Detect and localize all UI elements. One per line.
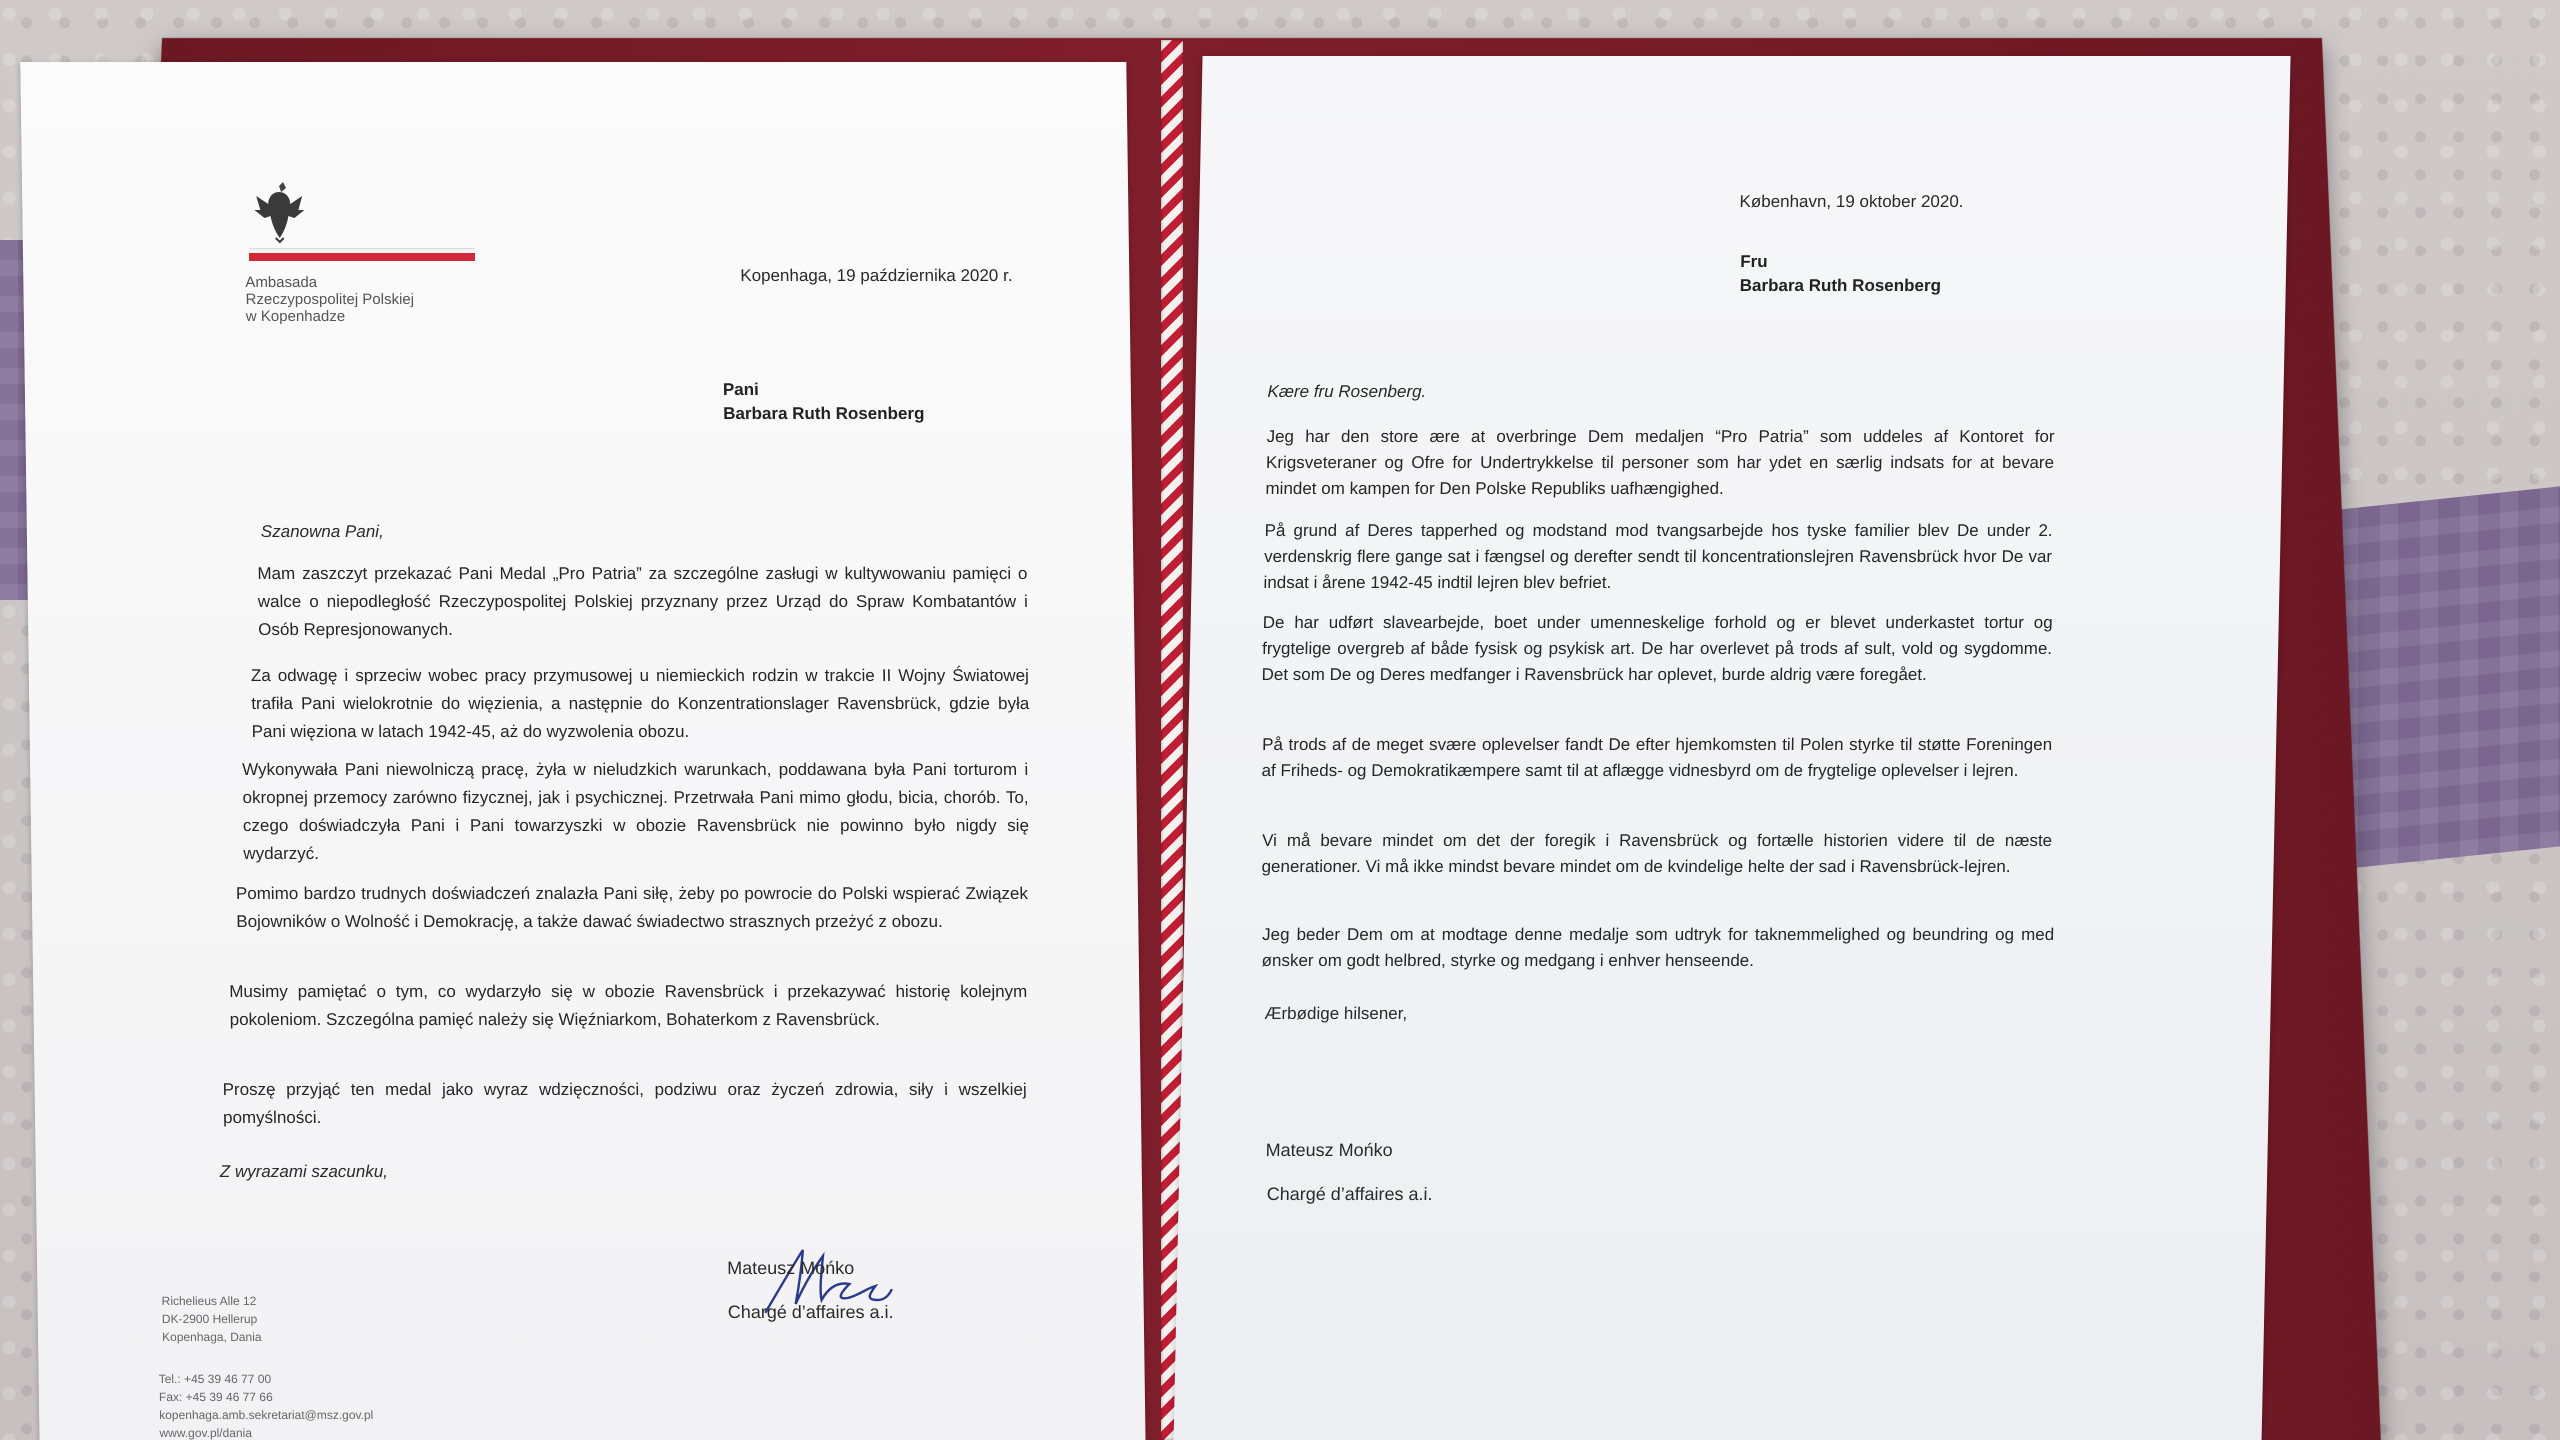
letter-date: København, 19 oktober 2020. [1739, 192, 1964, 211]
addressee-block [1739, 250, 1941, 298]
danish-letter-page [1173, 56, 2290, 1440]
addressee-block [723, 378, 925, 426]
salutation: Szanowna Pani, [260, 522, 384, 541]
embassy-contact: Tel.: +45 39 46 77 00 Fax: +45 39 46 77 66 kopenhaga.amb.sekretariat@msz.gov.pl www.gov.pl/dania [158, 1372, 374, 1440]
letter-paragraph: Mam zaszczyt przekazać Pani Medal „Pro Patria” za szczególne zasługi w kultywowaniu pamięci o walce o niepodległość Rzeczypospolitej Polskiej przyznany przez Urząd do Spraw Kombatantów i Osób Represjonowanych. [257, 564, 1028, 639]
addressee-title: Pani [722, 380, 759, 399]
letter-date: Kopenhaga, 19 października 2020 r. [740, 266, 1013, 285]
letter-paragraph: Vi må bevare mindet om det der foregik i Ravensbrück og fortælle historien videre til de næste generationer. Vi må ikke mindst bevare mindet om de kvindelige helte der sad i Ravensbrück-lejren. [1261, 831, 2053, 876]
closing-phrase: Ærbødige hilsener, [1264, 1004, 1408, 1023]
addressee-name: Barbara Ruth Rosenberg [1739, 276, 1942, 295]
embassy-address: Richelieus Alle 12 DK-2900 Hellerup Kopenhaga, Dania [161, 1294, 262, 1344]
letter-paragraph: Wykonywała Pani niewolniczą pracę, żyła w nieludzkich warunkach, poddawana była Pani torturom i okropnej przemocy zarówno fizycznej, jak i psychicznej. Przetrwała Pani mimo głodu, bicia, chorób. To, czego doświadczyła Pani i Pani towarzyszki w obozie Ravensbrück nie powinno było nigdy się wydarzyć. [242, 760, 1030, 863]
letter-paragraph: Proszę przyjąć ten medal jako wyraz wdzięczności, podziwu oraz życzeń zdrowia, siły i wszelkiej pomyślności. [222, 1080, 1027, 1127]
signer-name: Mateusz Mońko [726, 1258, 855, 1278]
signer-role: Chargé d’affaires a.i. [1266, 1184, 1433, 1204]
signer-role: Chargé d’affaires a.i. [727, 1302, 894, 1322]
salutation: Kære fru Rosenberg. [1267, 382, 1427, 401]
signer-name: Mateusz Mońko [1265, 1140, 1393, 1160]
polish-eagle-emblem-icon [250, 180, 309, 244]
letter-paragraph: De har udført slavearbejde, boet under umenneskelige forhold og er blevet underkastet tortur og frygtelige overgreb af både fysisk og psykisk art. De har overlevet på trods af sult, vold og sygdomme. Det som De og Deres medfanger i Ravensbrück har oplevet, burde aldrig være foregået. [1261, 613, 2053, 684]
letter-paragraph: Za odwagę i sprzeciw wobec pracy przymusowej u niemieckich rodzin w trakcie II Wojny Światowej trafiła Pani wielokrotnie do więzienia, a następnie do Konzentrationslager Ravensbrück, gdzie była Pani więziona w latach 1942-45, aż do wyzwolenia obozu. [250, 666, 1030, 741]
addressee-title: Fru [1740, 252, 1768, 271]
polish-flag-bar [249, 248, 475, 260]
closing-phrase: Z wyrazami szacunku, [219, 1162, 389, 1181]
letter-paragraph: Jeg har den store ære at overbringe Dem medaljen “Pro Patria” som uddeles af Kontoret for Krigsveteraner og Ofre for Undertrykkelse til personer som har ydet en særlig indsats for at bevare mindet om kampen for Den Polske Republiks uafhængighed. [1265, 427, 2055, 498]
polish-letter-page [20, 62, 1145, 1440]
embassy-name: Ambasada Rzeczypospolitej Polskiej w Kopenhadze [245, 274, 415, 325]
letter-paragraph: Pomimo bardzo trudnych doświadczeń znalazła Pani siłę, żeby po powrocie do Polski wspierać Związek Bojowników o Wolność i Demokrację, a także dawać świadectwo strasznych przeżyć z obozu. [235, 884, 1029, 931]
letter-paragraph: Jeg beder Dem om at modtage denne medalje som udtryk for taknemmelighed og beundring og med ønsker om godt helbred, styrke og medgang i enhver henseende. [1261, 925, 2055, 970]
letter-paragraph: På grund af Deres tapperhed og modstand mod tvangsarbejde hos tyske familier blev De under 2. verdenskrig flere gange sat i fængsel og derefter sendt til koncentrationslejren Ravensbrück hvor De var indsat i årene 1942-45 indtil lejren blev befriet. [1263, 521, 2053, 592]
addressee-name: Barbara Ruth Rosenberg [723, 404, 925, 423]
letter-paragraph: Musimy pamiętać o tym, co wydarzyło się w obozie Ravensbrück i przekazywać historię kolejnym pokoleniom. Szczególna pamięć należy się Więźniarkom, Bohaterkom z Ravensbrück. [229, 982, 1028, 1029]
letter-paragraph: På trods af de meget svære oplevelser fandt De efter hjemkomsten til Polen styrke til støtte Foreningen af Friheds- og Demokratikæmpere samt til at aflægge vidnesbyrd om de frygtelige oplevelser i lejren. [1261, 735, 2053, 780]
